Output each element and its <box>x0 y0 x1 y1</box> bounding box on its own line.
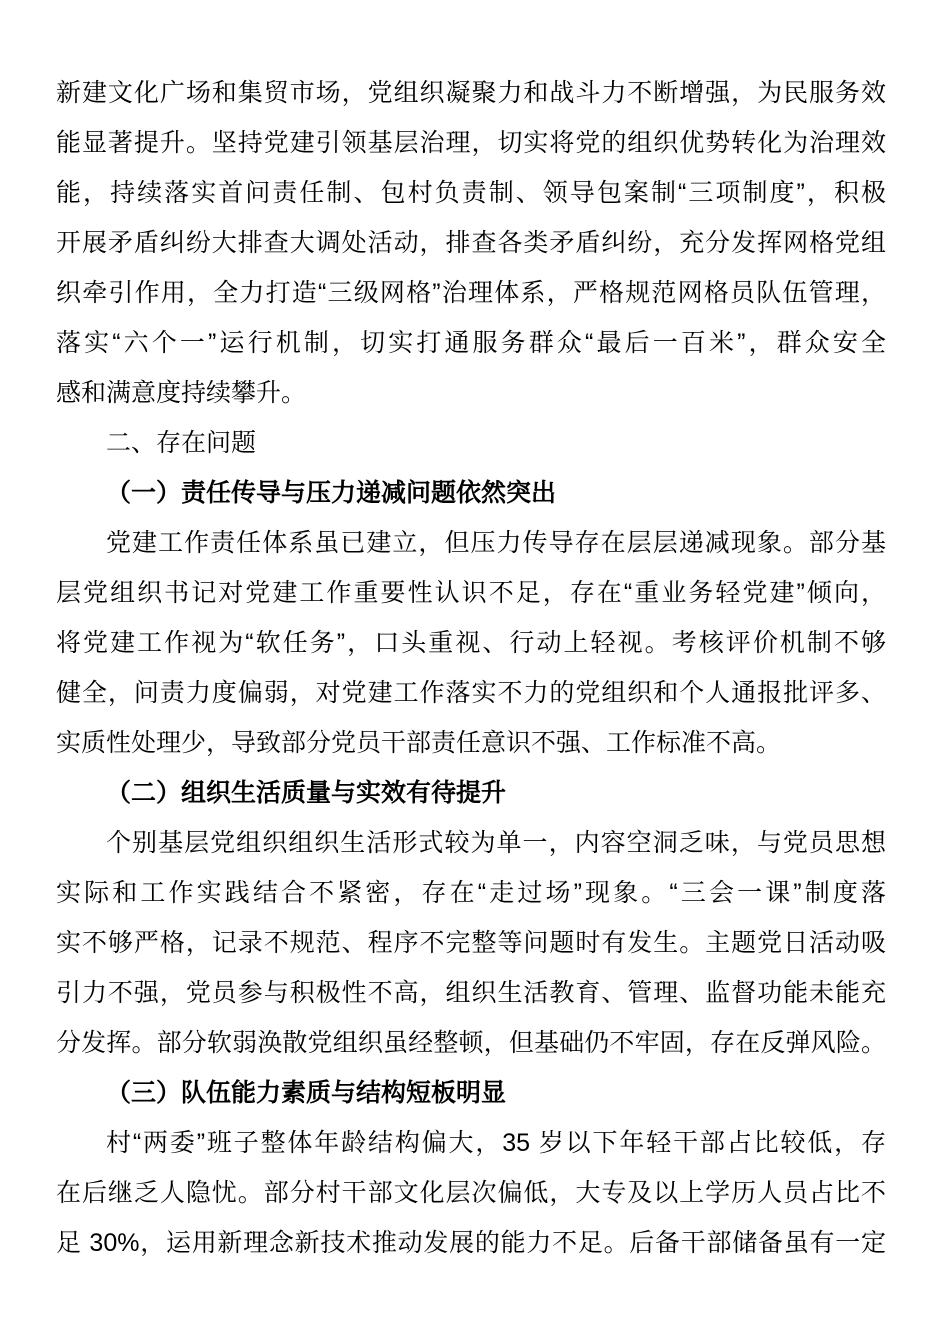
paragraph-line: 实质性处理少，导致部分党员干部责任意识不强、工作标准不高。 <box>56 729 782 757</box>
paragraph-line: 个别基层党组织组织生活形式较为单一，内容空洞乏味，与党员思想 <box>106 829 886 857</box>
paragraph-line: 在后继乏人隐忧。部分村干部文化层次偏低，大专及以上学历人员占比不 <box>56 1179 886 1207</box>
paragraph-line: 新建文化广场和集贸市场，党组织凝聚力和战斗力不断增强，为民服务效 <box>56 79 886 107</box>
paragraph-line: 足 30%，运用新理念新技术推动发展的能力不足。后备干部储备虽有一定 <box>56 1229 886 1257</box>
section-heading: 二、存在问题 <box>106 429 257 457</box>
document-text <box>56 68 886 1268</box>
paragraph-line: 能，持续落实首问责任制、包村负责制、领导包案制“三项制度”，积极 <box>56 179 886 207</box>
paragraph-line: 实不够严格，记录不规范、程序不完整等问题时有发生。主题党日活动吸 <box>56 929 886 957</box>
paragraph-line: 层党组织书记对党建工作重要性认识不足，存在“重业务轻党建”倾向， <box>56 579 886 607</box>
paragraph-line: 织牵引作用，全力打造“三级网格”治理体系，严格规范网格员队伍管理， <box>56 279 886 307</box>
paragraph-line: 实际和工作实践结合不紧密，存在“走过场”现象。“三会一课”制度落 <box>56 879 886 907</box>
subsection-heading: （一）责任传导与压力递减问题依然突出 <box>106 479 557 507</box>
paragraph-line: 村“两委”班子整体年龄结构偏大，35 岁以下年轻干部占比较低，存 <box>106 1129 886 1157</box>
subsection-heading: （二）组织生活质量与实效有待提升 <box>106 779 507 807</box>
paragraph-line: 将党建工作视为“软任务”，口头重视、行动上轻视。考核评价机制不够 <box>56 629 886 657</box>
paragraph-line: 引力不强，党员参与积极性不高，组织生活教育、管理、监督功能未能充 <box>56 979 886 1007</box>
paragraph-line: 开展矛盾纠纷大排查大调处活动，排查各类矛盾纠纷，充分发挥网格党组 <box>56 229 886 257</box>
paragraph-line: 感和满意度持续攀升。 <box>56 379 307 407</box>
paragraph-line: 能显著提升。坚持党建引领基层治理，切实将党的组织优势转化为治理效 <box>56 129 886 157</box>
paragraph-line: 健全，问责力度偏弱，对党建工作落实不力的党组织和个人通报批评多、 <box>56 679 886 707</box>
paragraph-line: 党建工作责任体系虽已建立，但压力传导存在层层递减现象。部分基 <box>106 529 886 557</box>
paragraph-line: 落实“六个一”运行机制，切实打通服务群众“最后一百米”，群众安全 <box>56 329 886 357</box>
paragraph-line: 分发挥。部分软弱涣散党组织虽经整顿，但基础仍不牢固，存在反弹风险。 <box>56 1029 886 1057</box>
subsection-heading: （三）队伍能力素质与结构短板明显 <box>106 1079 507 1107</box>
